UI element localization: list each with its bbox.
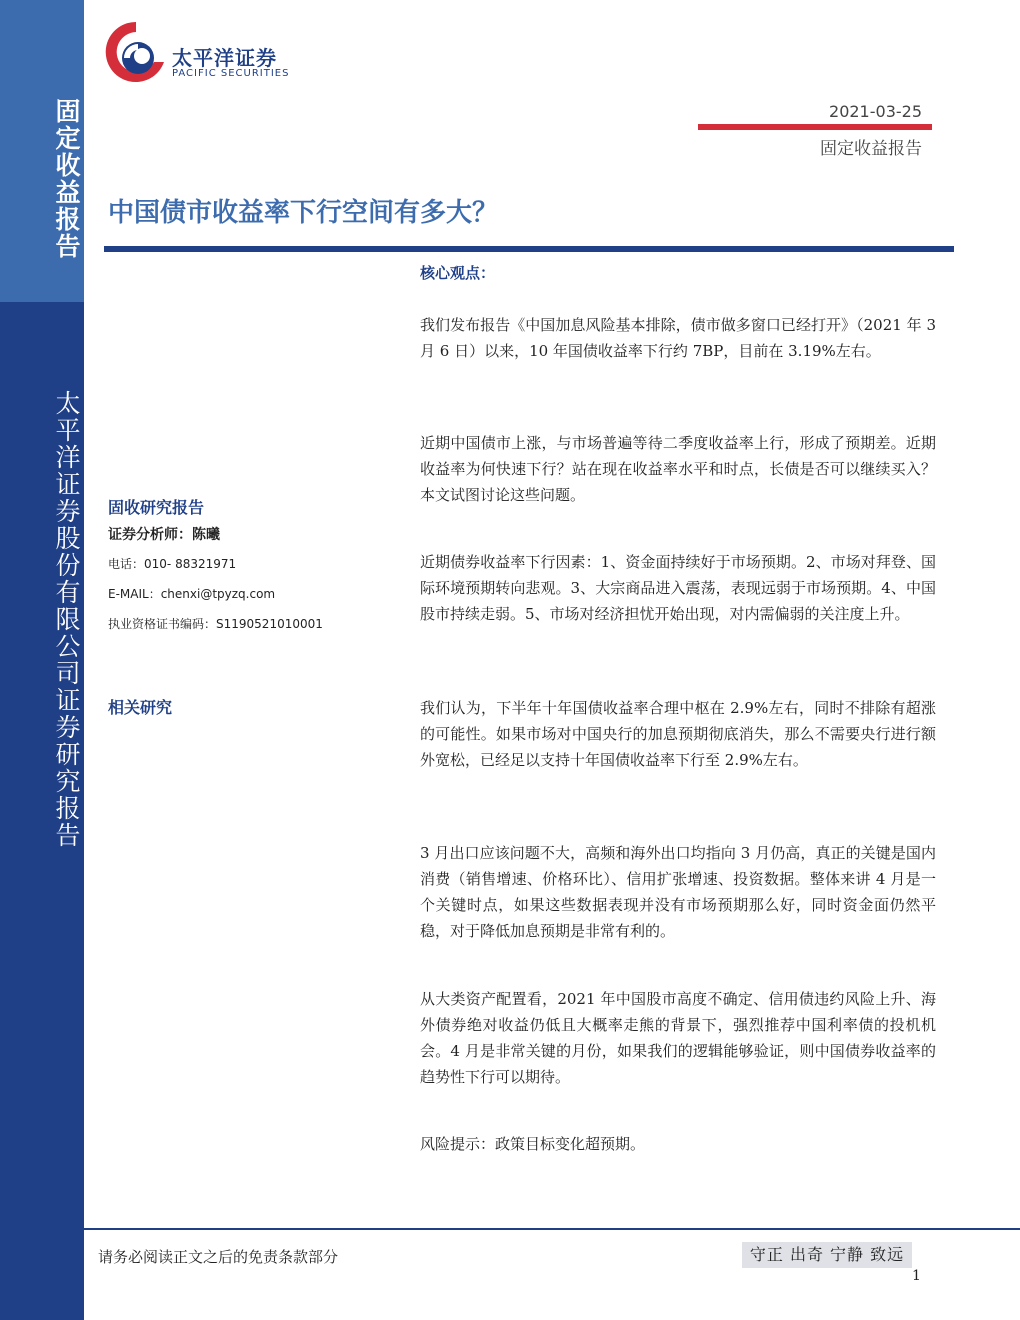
- logo-name-cn: 太平洋证券: [172, 46, 277, 70]
- section-heading-fixed-income: 固收研究报告: [108, 498, 205, 517]
- analyst-name: 证券分析师：陈曦: [108, 527, 220, 543]
- phone-label: 电话：: [108, 557, 145, 571]
- report-date: 2021-03-25: [829, 102, 922, 121]
- company-logo: [104, 18, 304, 88]
- sidebar-company-label: 太平洋证券股份有限公司证券研究报告: [52, 390, 81, 849]
- core-paragraph-3: 近期债券收益率下行因素：1、资金面持续好于市场预期。2、市场对拜登、国际环境预期转向悲观。3、大宗商品进入震荡，表现远弱于市场预期。4、中国股市持续走弱。5、市场对经济担忧开始出现，对内需偏弱的关注度上升。: [420, 553, 936, 623]
- core-paragraph-6: 从大类资产配置看，2021 年中国股市高度不确定、信用债违约风险上升、海外债券绝对收益仍低且大概率走熊的背景下，强烈推荐中国利率债的投机机会。4 月是非常关键的月份，如果我们的逻辑能够验证，则中国债券收益率的趋势性下行可以期待。: [420, 990, 936, 1086]
- logo-name-en: PACIFIC SECURITIES: [172, 68, 290, 79]
- core-paragraph-2: 近期中国债市上涨，与市场普遍等待二季度收益率上行，形成了预期差。近期收益率为何快速下行？站在现在收益率水平和时点，长债是否可以继续买入？本文试图讨论这些问题。: [420, 434, 936, 504]
- pacific-securities-logo-icon: [104, 18, 168, 88]
- core-viewpoints-heading: 核心观点：: [420, 264, 496, 282]
- report-title: 中国债市收益率下行空间有多大？: [108, 198, 499, 228]
- section-heading-related-research: 相关研究: [108, 698, 173, 717]
- email-label: E-MAIL：: [108, 587, 161, 601]
- page-number: 1: [912, 1268, 921, 1284]
- analyst-email: [108, 585, 275, 602]
- analyst-certificate: [108, 615, 323, 632]
- core-paragraph-4: 我们认为，下半年十年国债收益率合理中枢在 2.9%左右，同时不排除有超涨的可能性。如果市场对中国央行的加息预期彻底消失，那么不需要央行进行额外宽松，已经足以支持十年国债收益率下行至 2.9%左右。: [420, 699, 936, 769]
- email-value[interactable]: chenxi@tpyzq.com: [160, 587, 276, 601]
- cert-label: 执业资格证书编码：: [108, 617, 217, 631]
- core-paragraph-5: 3 月出口应该问题不大，高频和海外出口均指向 3 月仍高，真正的关键是国内消费（销售增速、价格环比）、信用扩张增速、投资数据。整体来讲 4 月是一个关键时点，如果这些数据表现并没有市场预期那么好，同时资金面仍然平稳，对于降低加息预期是非常有利的。: [420, 844, 936, 940]
- sidebar-report-category: 固定收益报告: [52, 98, 81, 260]
- core-paragraph-1: 我们发布报告《中国加息风险基本排除，债市做多窗口已经打开》（2021 年 3 月 6 日）以来，10 年国债收益率下行约 7BP，目前在 3.19%左右。: [420, 316, 936, 360]
- analyst-phone: [108, 555, 236, 572]
- header-red-divider: [698, 124, 932, 130]
- footer-divider: [84, 1228, 1020, 1230]
- footer-disclaimer: 请务必阅读正文之后的免责条款部分: [98, 1248, 339, 1266]
- risk-warning: 风险提示：政策目标变化超预期。: [420, 1135, 646, 1153]
- phone-value: 010- 88321971: [144, 557, 237, 571]
- cert-value: S1190521010001: [216, 617, 323, 631]
- title-divider: [104, 246, 954, 252]
- company-motto: 守正 出奇 宁静 致远: [742, 1242, 912, 1268]
- report-type: 固定收益报告: [820, 139, 922, 159]
